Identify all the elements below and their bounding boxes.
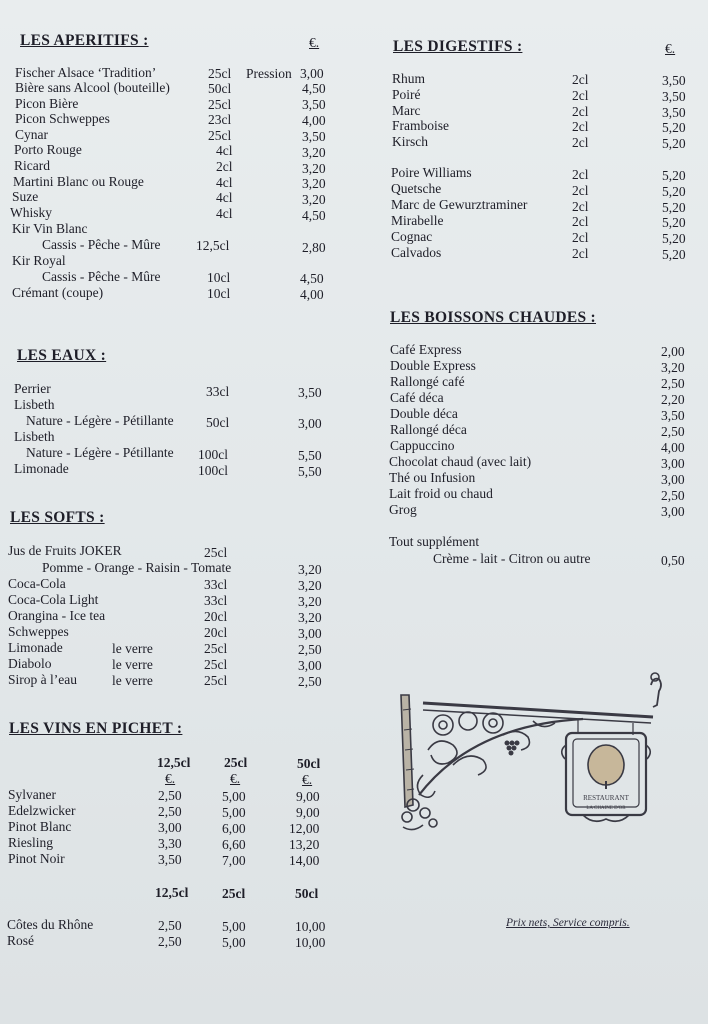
eau-size: 100cl bbox=[198, 447, 228, 462]
wine-name: Sylvaner bbox=[8, 787, 56, 802]
soft-note: le verre bbox=[112, 657, 153, 672]
chaude-price: 3,00 bbox=[661, 456, 685, 471]
aperitif-price: 4,50 bbox=[300, 271, 324, 286]
soft-name: Jus de Fruits JOKER bbox=[8, 543, 122, 558]
chaude-name: Thé ou Infusion bbox=[389, 470, 476, 485]
aperitif-price: 3,50 bbox=[302, 97, 326, 112]
soft-price: 3,20 bbox=[298, 562, 322, 577]
digestif-price: 5,20 bbox=[662, 184, 686, 199]
wine-price: 2,50 bbox=[158, 804, 182, 819]
soft-size: 25cl bbox=[204, 641, 228, 656]
digestif-price: 5,20 bbox=[662, 200, 686, 215]
soft-name: Coca-Cola bbox=[8, 576, 66, 591]
eau-size: 50cl bbox=[206, 415, 230, 430]
vin-col-size: 25cl bbox=[224, 755, 248, 770]
digestif-size: 2cl bbox=[572, 104, 589, 119]
digestif-name: Kirsch bbox=[392, 134, 428, 149]
eau-name: Lisbeth bbox=[14, 397, 55, 412]
chaude-name: Double Express bbox=[390, 358, 476, 373]
wine-price: 2,50 bbox=[158, 918, 182, 933]
aperitif-name: Fischer Alsace ‘Tradition’ bbox=[15, 65, 157, 80]
digestif-size: 2cl bbox=[572, 246, 589, 261]
soft-price: 3,00 bbox=[298, 626, 322, 641]
digestif-price: 5,20 bbox=[662, 231, 686, 246]
aperitif-price: 3,20 bbox=[302, 192, 326, 207]
digestif-name: Quetsche bbox=[391, 181, 442, 196]
vin-col-size: 50cl bbox=[297, 756, 321, 771]
aperitif-price: 3,20 bbox=[302, 161, 326, 176]
aperitif-name: Kir Royal bbox=[12, 253, 66, 268]
aperitif-name: Ricard bbox=[14, 158, 50, 173]
digestif-size: 2cl bbox=[572, 88, 589, 103]
soft-size: 20cl bbox=[204, 609, 228, 624]
wine-price: 9,00 bbox=[296, 805, 320, 820]
digestif-price: 5,20 bbox=[662, 168, 686, 183]
soft-name: Schweppes bbox=[8, 624, 69, 639]
wine-name: Pinot Blanc bbox=[8, 819, 72, 834]
aperitif-name: Picon Bière bbox=[15, 96, 79, 111]
digestif-name: Cognac bbox=[391, 229, 433, 244]
chaude-price: 4,00 bbox=[661, 440, 685, 455]
chaude-name: Café déca bbox=[390, 390, 444, 405]
chaude-name: Lait froid ou chaud bbox=[389, 486, 493, 501]
aperitif-price: 2,80 bbox=[302, 240, 326, 255]
wine-price: 13,20 bbox=[289, 837, 320, 852]
aperitif-size: 10cl bbox=[207, 270, 231, 285]
chaude-name: Café Express bbox=[390, 342, 462, 357]
aperitif-name: Picon Schweppes bbox=[15, 111, 110, 126]
aperitif-price: 3,20 bbox=[302, 145, 326, 160]
aperitif-name: Cynar bbox=[15, 127, 48, 142]
soft-size: 33cl bbox=[204, 593, 228, 608]
aperitifs-title: LES APERITIFS : bbox=[20, 32, 149, 49]
supplement-line: Crème - lait - Citron ou autre bbox=[433, 551, 591, 566]
chaude-name: Grog bbox=[389, 502, 417, 517]
digestif-name: Poiré bbox=[392, 87, 421, 102]
aperitif-size: 25cl bbox=[208, 66, 232, 81]
wine-price: 2,50 bbox=[158, 934, 182, 949]
vin-col-size: 12,5cl bbox=[157, 755, 191, 770]
aperitif-name: Suze bbox=[12, 189, 39, 204]
wine-price: 3,00 bbox=[158, 820, 182, 835]
sign-text-bottom: LA CHAINE D'OR bbox=[586, 806, 626, 811]
aperitifs-currency: €. bbox=[309, 35, 320, 50]
restaurant-sign-illustration bbox=[383, 655, 673, 840]
wine-price: 3,50 bbox=[158, 852, 182, 867]
digestif-size: 2cl bbox=[572, 214, 589, 229]
chaude-name: Double déca bbox=[390, 406, 458, 421]
aperitif-size: 4cl bbox=[216, 175, 233, 190]
eau-name: Nature - Légère - Pétillante bbox=[26, 413, 174, 428]
digestif-size: 2cl bbox=[572, 167, 589, 182]
aperitif-price: 3,20 bbox=[302, 176, 326, 191]
digestifs-title: LES DIGESTIFS : bbox=[393, 38, 523, 55]
aperitif-extra: Pression bbox=[246, 66, 292, 81]
wine-price: 10,00 bbox=[295, 935, 326, 950]
soft-price: 3,20 bbox=[298, 594, 322, 609]
eau-name: Limonade bbox=[14, 461, 69, 476]
wine-price: 5,00 bbox=[222, 919, 246, 934]
aperitif-price: 4,00 bbox=[300, 287, 324, 302]
chaude-price: 3,20 bbox=[661, 360, 685, 375]
digestif-price: 3,50 bbox=[662, 89, 686, 104]
wine-name: Riesling bbox=[8, 835, 54, 850]
aperitif-size: 4cl bbox=[216, 190, 233, 205]
chaude-price: 2,50 bbox=[661, 376, 685, 391]
soft-name: Orangina - Ice tea bbox=[8, 608, 106, 623]
wine-price: 14,00 bbox=[289, 853, 320, 868]
wine-name: Rosé bbox=[7, 933, 34, 948]
aperitif-size: 25cl bbox=[208, 128, 232, 143]
wine-price: 3,30 bbox=[158, 836, 182, 851]
eau-name: Lisbeth bbox=[14, 429, 55, 444]
digestif-name: Mirabelle bbox=[391, 213, 444, 228]
aperitif-name: Bière sans Alcool (bouteille) bbox=[15, 80, 170, 95]
wine-price: 9,00 bbox=[296, 789, 320, 804]
aperitif-price: 4,50 bbox=[302, 208, 326, 223]
soft-size: 25cl bbox=[204, 545, 228, 560]
eau-name: Nature - Légère - Pétillante bbox=[26, 445, 174, 460]
vin-col-size: 12,5cl bbox=[155, 885, 189, 900]
wine-price: 5,00 bbox=[222, 805, 246, 820]
vin-col-currency: €. bbox=[165, 771, 176, 786]
digestif-name: Framboise bbox=[392, 118, 449, 133]
digestif-price: 5,20 bbox=[662, 136, 686, 151]
aperitif-name: Cassis - Pêche - Mûre bbox=[42, 237, 161, 252]
footer-note: Prix nets, Service compris. bbox=[506, 917, 630, 929]
eaux-title: LES EAUX : bbox=[17, 347, 107, 364]
softs-title: LES SOFTS : bbox=[10, 509, 105, 526]
digestif-size: 2cl bbox=[572, 183, 589, 198]
eau-size: 33cl bbox=[206, 384, 230, 399]
digestif-size: 2cl bbox=[572, 135, 589, 150]
digestif-size: 2cl bbox=[572, 72, 589, 87]
chaude-price: 3,00 bbox=[661, 504, 685, 519]
digestif-price: 5,20 bbox=[662, 215, 686, 230]
eau-name: Perrier bbox=[14, 381, 51, 396]
soft-price: 2,50 bbox=[298, 642, 322, 657]
digestif-name: Poire Williams bbox=[391, 165, 472, 180]
aperitif-price: 4,50 bbox=[302, 81, 326, 96]
soft-size: 25cl bbox=[204, 657, 228, 672]
digestifs-currency: €. bbox=[665, 41, 676, 56]
wine-price: 6,60 bbox=[222, 837, 246, 852]
digestif-size: 2cl bbox=[572, 199, 589, 214]
supplement-title: Tout supplément bbox=[389, 534, 480, 549]
digestif-name: Marc bbox=[392, 103, 421, 118]
aperitif-size: 23cl bbox=[208, 112, 232, 127]
digestif-price: 3,50 bbox=[662, 73, 686, 88]
soft-name: Limonade bbox=[8, 640, 63, 655]
digestif-price: 3,50 bbox=[662, 105, 686, 120]
soft-size: 33cl bbox=[204, 577, 228, 592]
vin-col-size: 50cl bbox=[295, 886, 319, 901]
wine-name: Pinot Noir bbox=[8, 851, 65, 866]
digestif-size: 2cl bbox=[572, 119, 589, 134]
soft-price: 3,20 bbox=[298, 610, 322, 625]
eau-price: 5,50 bbox=[298, 448, 322, 463]
digestif-price: 5,20 bbox=[662, 247, 686, 262]
aperitif-size: 10cl bbox=[207, 286, 231, 301]
soft-note: le verre bbox=[112, 673, 153, 688]
chaude-price: 2,50 bbox=[661, 488, 685, 503]
soft-name: Sirop à l’eau bbox=[8, 672, 77, 687]
wine-price: 7,00 bbox=[222, 853, 246, 868]
wine-name: Edelzwicker bbox=[8, 803, 76, 818]
digestif-name: Calvados bbox=[391, 245, 442, 260]
wine-price: 12,00 bbox=[289, 821, 320, 836]
chaude-price: 2,20 bbox=[661, 392, 685, 407]
eau-price: 3,50 bbox=[298, 385, 322, 400]
sign-text-top: RESTAURANT bbox=[583, 794, 629, 802]
soft-price: 3,00 bbox=[298, 658, 322, 673]
aperitif-name: Kir Vin Blanc bbox=[12, 221, 88, 236]
wine-price: 10,00 bbox=[295, 919, 326, 934]
soft-size: 20cl bbox=[204, 625, 228, 640]
soft-size: 25cl bbox=[204, 673, 228, 688]
aperitif-price: 4,00 bbox=[302, 113, 326, 128]
aperitif-size: 25cl bbox=[208, 97, 232, 112]
vins-title: LES VINS EN PICHET : bbox=[9, 720, 183, 737]
supplement-price: 0,50 bbox=[661, 553, 685, 568]
digestif-name: Rhum bbox=[392, 71, 426, 86]
aperitif-size: 2cl bbox=[216, 159, 233, 174]
wine-price: 2,50 bbox=[158, 788, 182, 803]
soft-name: Coca-Cola Light bbox=[8, 592, 99, 607]
aperitif-price: 3,50 bbox=[302, 129, 326, 144]
soft-note: le verre bbox=[112, 641, 153, 656]
soft-price: 3,20 bbox=[298, 578, 322, 593]
chaude-price: 3,00 bbox=[661, 472, 685, 487]
aperitif-size: 50cl bbox=[208, 81, 232, 96]
wine-name: Côtes du Rhône bbox=[7, 917, 94, 932]
aperitif-name: Cassis - Pêche - Mûre bbox=[42, 269, 161, 284]
chaude-price: 2,50 bbox=[661, 424, 685, 439]
aperitif-name: Whisky bbox=[10, 205, 52, 220]
vin-col-currency: €. bbox=[302, 772, 313, 787]
digestif-size: 2cl bbox=[572, 230, 589, 245]
chaude-name: Cappuccino bbox=[390, 438, 455, 453]
aperitif-price: 3,00 bbox=[300, 66, 324, 81]
wine-price: 6,00 bbox=[222, 821, 246, 836]
aperitif-size: 4cl bbox=[216, 143, 233, 158]
chaude-name: Rallongé café bbox=[390, 374, 465, 389]
wine-price: 5,00 bbox=[222, 789, 246, 804]
vin-col-size: 25cl bbox=[222, 886, 246, 901]
chaude-price: 2,00 bbox=[661, 344, 685, 359]
digestif-name: Marc de Gewurztraminer bbox=[391, 197, 528, 212]
digestif-price: 5,20 bbox=[662, 120, 686, 135]
vin-col-currency: €. bbox=[230, 771, 241, 786]
soft-name: Diabolo bbox=[8, 656, 52, 671]
chaude-name: Chocolat chaud (avec lait) bbox=[389, 454, 532, 469]
eau-price: 3,00 bbox=[298, 416, 322, 431]
eau-price: 5,50 bbox=[298, 464, 322, 479]
eau-size: 100cl bbox=[198, 463, 228, 478]
wine-price: 5,00 bbox=[222, 935, 246, 950]
soft-name: Pomme - Orange - Raisin - Tomate bbox=[42, 560, 232, 575]
aperitif-size: 4cl bbox=[216, 206, 233, 221]
aperitif-size: 12,5cl bbox=[196, 238, 230, 253]
chaudes-title: LES BOISSONS CHAUDES : bbox=[390, 309, 597, 326]
chaude-price: 3,50 bbox=[661, 408, 685, 423]
aperitif-name: Porto Rouge bbox=[14, 142, 82, 157]
aperitif-name: Martini Blanc ou Rouge bbox=[13, 174, 144, 189]
chaude-name: Rallongé déca bbox=[390, 422, 467, 437]
aperitif-name: Crémant (coupe) bbox=[12, 285, 104, 300]
soft-price: 2,50 bbox=[298, 674, 322, 689]
